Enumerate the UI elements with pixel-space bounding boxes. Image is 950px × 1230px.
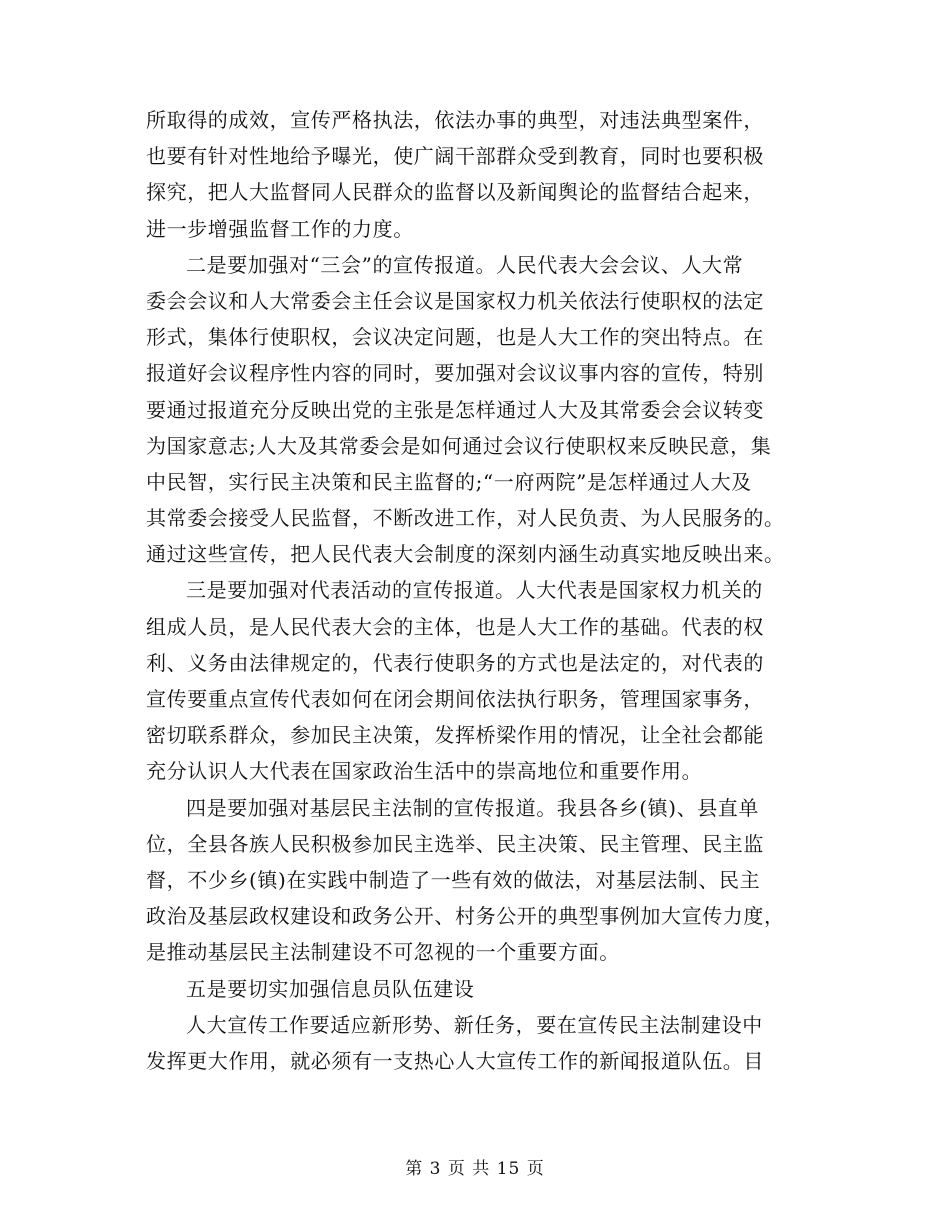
document-body [146,102,810,1079]
text-line: 进一步增强监督工作的力度。 [146,216,414,241]
text-line: 五是要切实加强信息员队伍建设 [186,976,475,1001]
text-line: 所取得的成效，宣传严格执法，依法办事的典型，对违法典型案件， [146,108,764,132]
text-line: 三是要加强对代表活动的宣传报道。人大代表是国家权力机关的 [186,578,763,603]
text-line: 委会会议和人大常委会主任会议是国家权力机关依法行使职权的法定 [146,288,764,313]
text-line: 充分认识人大代表在国家政治生活中的崇高地位和重要作用。 [146,759,703,784]
text-line: 要通过报道充分反映出党的主张是怎样通过人大及其常委会会议转变 [146,397,764,422]
text-line: 位，全县各族人民积极参加民主选举、民主决策、民主管理、民主监 [146,831,764,856]
text-line: 四是要加强对基层民主法制的宣传报道。我县各乡(镇)、县直单 [186,795,760,820]
text-line: 也要有针对性地给予曝光，使广阔干部群众受到教育，同时也要积极 [146,144,764,169]
text-line: 利、义务由法律规定的，代表行使职务的方式也是法定的，对代表的 [146,650,764,675]
page-number-footer: 第 3 页 共 15 页 [405,1159,545,1179]
text-line: 形式，集体行使职权，会议决定问题，也是人大工作的突出特点。在 [146,325,764,350]
text-line: 是推动基层民主法制建设不可忽视的一个重要方面。 [146,940,620,965]
text-line: 政治及基层政权建设和政务公开、村务公开的典型事例加大宣传力度， [146,904,785,929]
text-line: 为国家意志;人大及其常委会是如何通过会议行使职权来反映民意，集 [146,433,772,458]
text-line: 通过这些宣传，把人民代表大会制度的深刻内涵生动真实地反映出来。 [146,542,785,567]
text-line: 人大宣传工作要适应新形势、新任务，要在宣传民主法制建设中 [186,1012,763,1037]
text-line: 其常委会接受人民监督，不断改进工作，对人民负责、为人民服务的。 [146,506,785,531]
text-line: 二是要加强对“三会”的宣传报道。人民代表大会会议、人大常 [186,252,744,277]
text-line: 探究，把人大监督同人民群众的监督以及新闻舆论的监督结合起来， [146,180,764,205]
text-line: 组成人员，是人民代表大会的主体，也是人大工作的基础。代表的权 [146,614,764,639]
text-line: 密切联系群众，参加民主决策，发挥桥梁作用的情况，让全社会都能 [146,723,764,748]
text-line: 发挥更大作用，就必须有一支热心人大宣传工作的新闻报道队伍。目 [146,1048,764,1073]
text-line: 督，不少乡(镇)在实践中制造了一些有效的做法，对基层法制、民主 [146,867,761,892]
text-line: 中民智，实行民主决策和民主监督的;“一府两院”是怎样通过人大及 [146,469,752,494]
text-line: 报道好会议程序性内容的同时，要加强对会议议事内容的宣传，特别 [146,361,764,386]
text-line: 宣传要重点宣传代表如何在闭会期间依法执行职务，管理国家事务， [146,687,764,711]
